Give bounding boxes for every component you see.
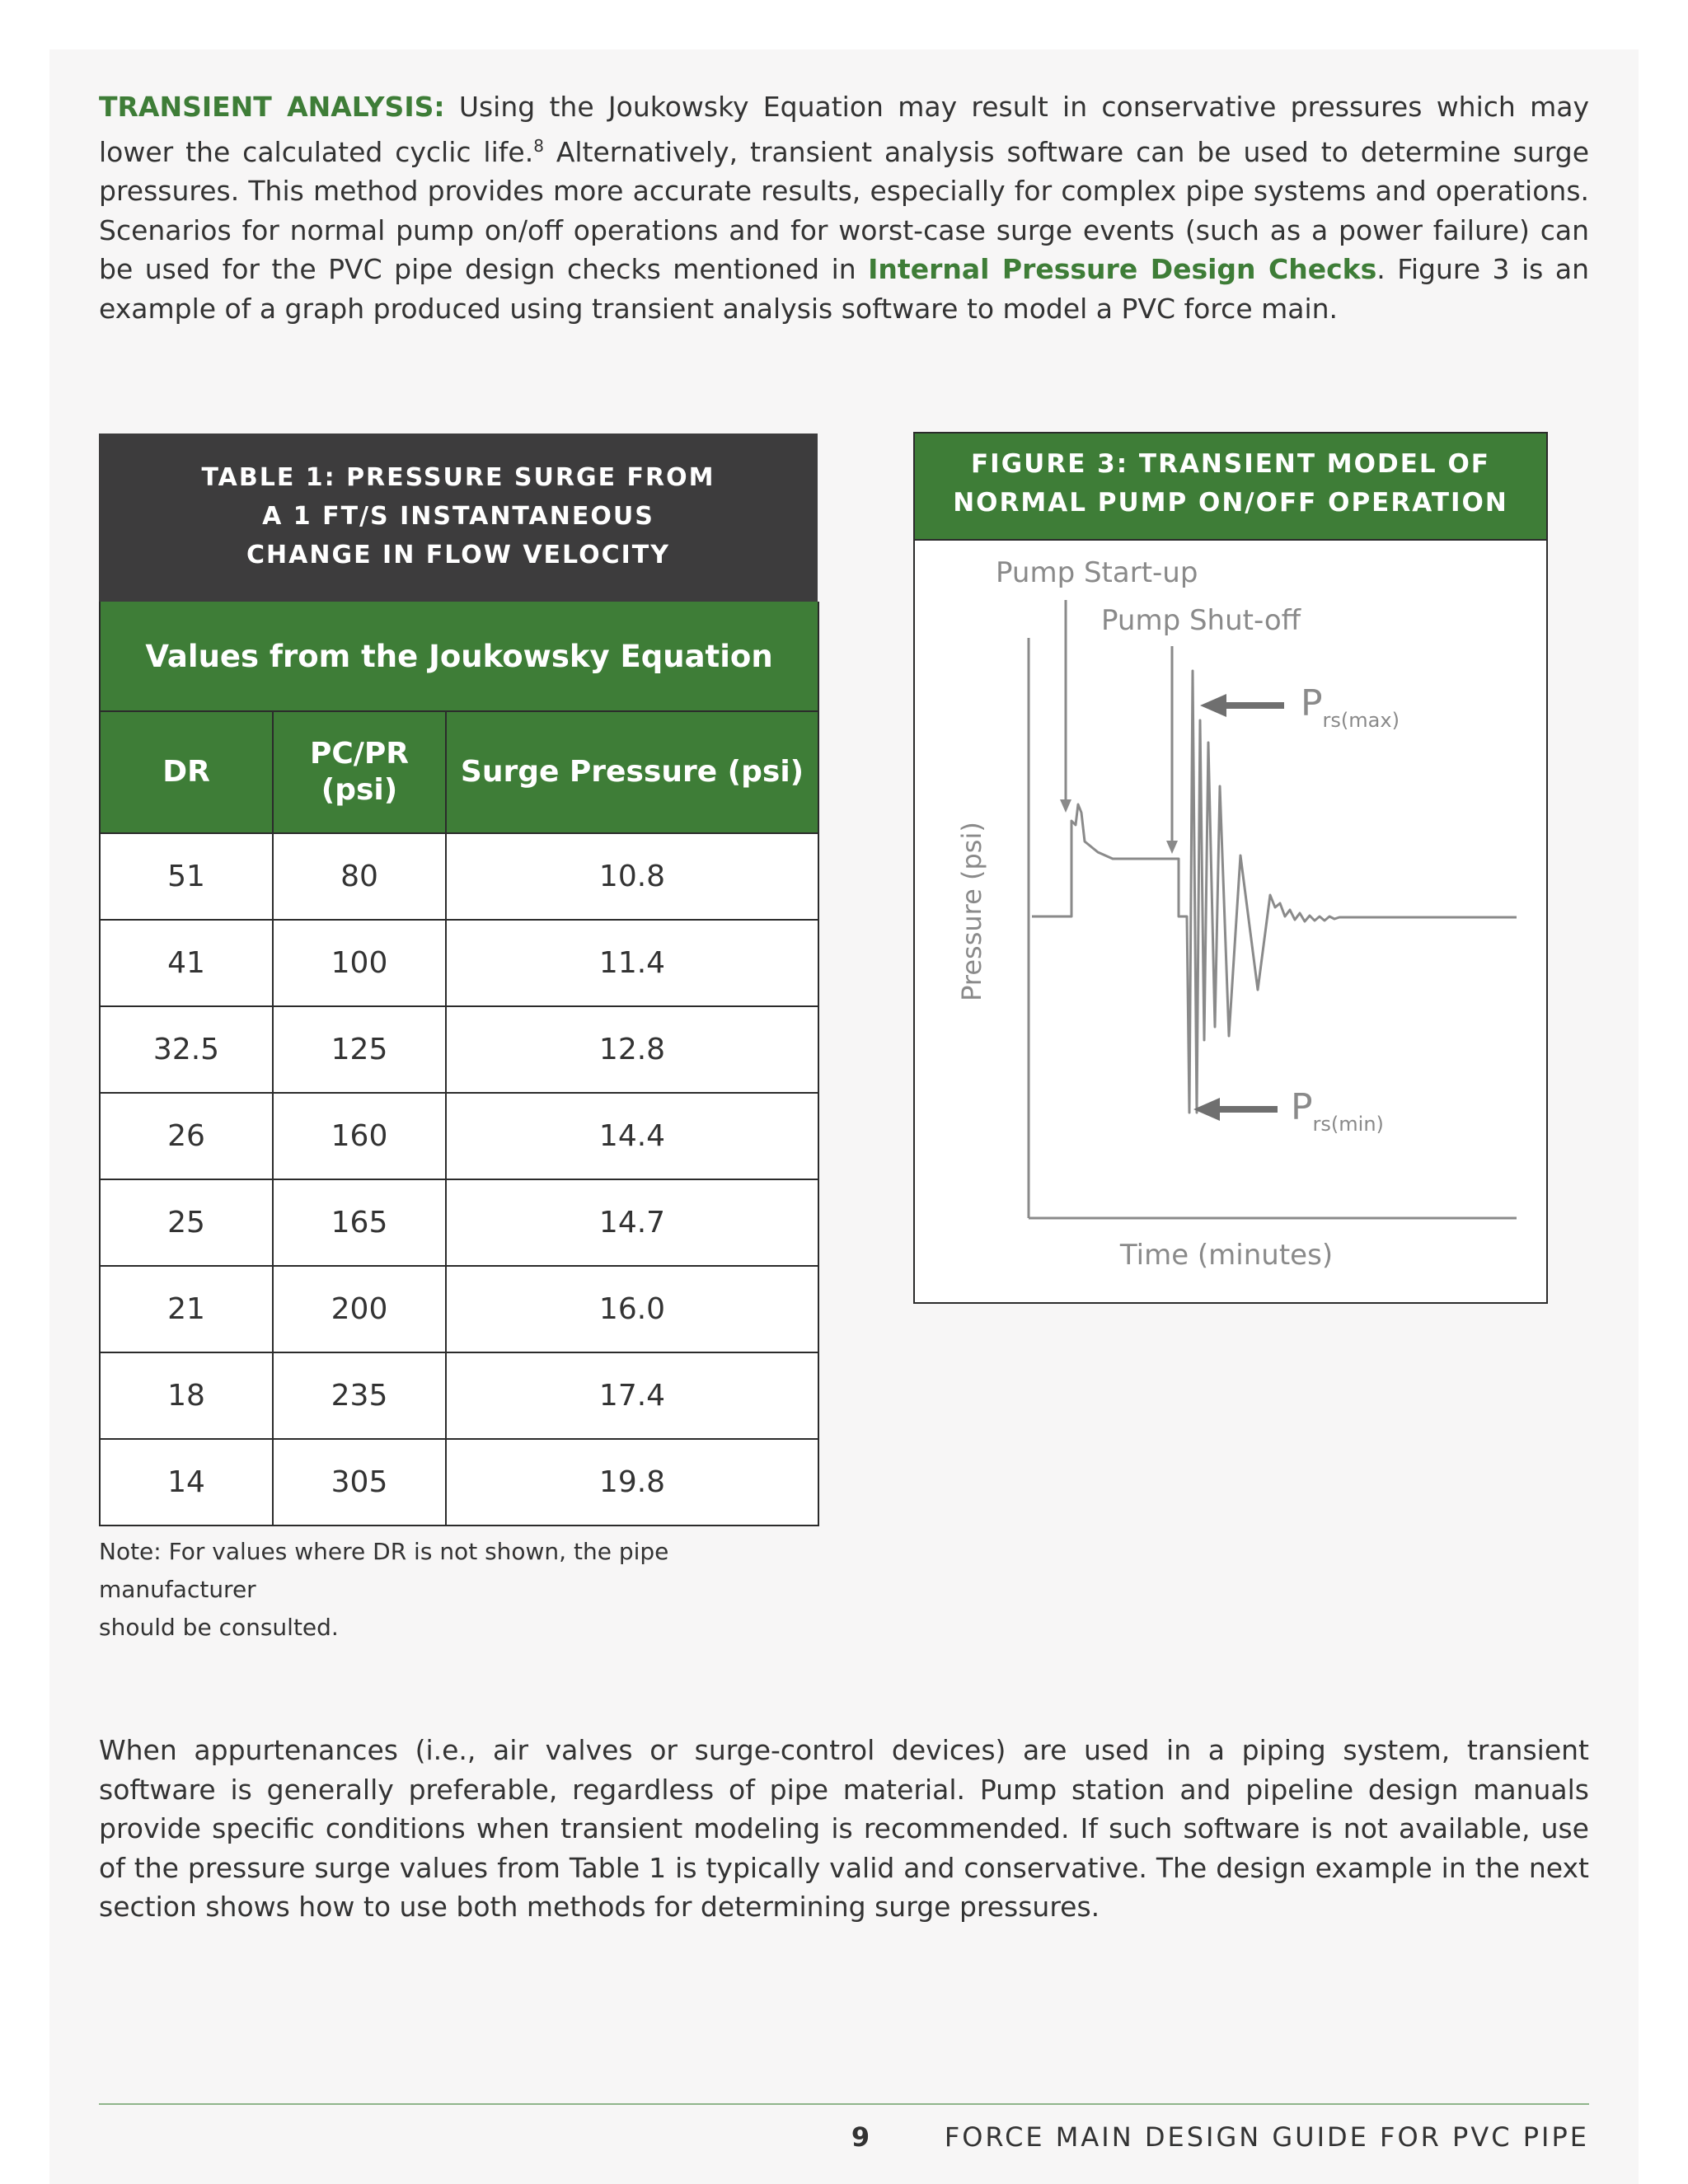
page-number: 9: [851, 2121, 870, 2153]
transient-graph: [915, 541, 1546, 1302]
label-pump-startup: Pump Start-up: [996, 556, 1198, 589]
note-line: should be consulted.: [99, 1614, 339, 1641]
cell-pc: 160: [273, 1093, 446, 1179]
table-row: [100, 1266, 818, 1352]
page: [49, 49, 1639, 2184]
table-body: [100, 833, 818, 1526]
cell-pc: 235: [273, 1352, 446, 1439]
table-row: [100, 1093, 818, 1179]
cell-pc: 200: [273, 1266, 446, 1352]
intro-text-2: Alternatively, transient analysis software can be used to determine surge pressures. This method provides more accurate results, especially for complex pipe systems and operations. Scenarios for normal pump on/off operations and for worst-case surge events (such as a power failure) can be used for the PVC pipe design checks mentioned in: [99, 135, 1589, 285]
header-dr: DR: [100, 711, 273, 833]
figure-title-line: FIGURE 3: TRANSIENT MODEL OF: [971, 449, 1490, 479]
cell-surge: 16.0: [446, 1266, 818, 1352]
table-row: [100, 920, 818, 1006]
outro-paragraph: When appurtenances (i.e., air valves or surge-control devices) are used in a piping system, transient software is generally preferable, regardless of pipe material. Pump station and pipeline design manuals provide specific conditions when transient modeling is recommended. If such software is not available, use of the pressure surge values from Table 1 is typically valid and conservative. The design example in the next section shows how to use both methods for determining surge pressures.: [99, 1734, 1589, 1923]
label-prs-min-p: P: [1291, 1086, 1313, 1128]
cell-pc: 100: [273, 920, 446, 1006]
figure-graph: [913, 539, 1548, 1304]
cell-surge: 12.8: [446, 1006, 818, 1093]
cell-dr: 51: [100, 833, 273, 920]
intro-paragraph: [99, 87, 1589, 328]
table-row: [100, 1006, 818, 1093]
table-subtitle: Values from the Joukowsky Equation: [100, 602, 818, 711]
cell-dr: 25: [100, 1179, 273, 1266]
cell-dr: 32.5: [100, 1006, 273, 1093]
label-pump-shutoff: Pump Shut-off: [1101, 604, 1301, 637]
cell-surge: 17.4: [446, 1352, 818, 1439]
table-row: [100, 833, 818, 920]
cell-dr: 18: [100, 1352, 273, 1439]
table-note: [99, 1533, 818, 1647]
section-lead: TRANSIENT ANALYSIS:: [99, 91, 445, 123]
label-prs-max-p: P: [1301, 682, 1323, 724]
cell-dr: 14: [100, 1439, 273, 1526]
figure-title: [913, 432, 1548, 539]
label-prs-max-sub: rs(max): [1322, 709, 1400, 732]
footer-title: FORCE MAIN DESIGN GUIDE FOR PVC PIPE: [944, 2121, 1589, 2153]
header-surge: Surge Pressure (psi): [446, 711, 818, 833]
cell-pc: 125: [273, 1006, 446, 1093]
cell-dr: 41: [100, 920, 273, 1006]
cell-dr: 21: [100, 1266, 273, 1352]
table-title-line: CHANGE IN FLOW VELOCITY: [246, 541, 670, 569]
cell-surge: 19.8: [446, 1439, 818, 1526]
footnote-ref: 8: [533, 135, 544, 156]
surge-table: [99, 434, 818, 1526]
header-pc-line1: PC/PR: [309, 737, 410, 771]
label-prs-min: [1291, 1086, 1384, 1136]
label-prs-min-sub: rs(min): [1312, 1113, 1384, 1136]
figure-3: [913, 432, 1548, 1304]
intro-text-3: . Figure 3 is an example of a graph produced using transient analysis software to model a PVC force main.: [99, 253, 1589, 325]
cell-surge: 10.8: [446, 833, 818, 920]
pmax-arrow-head: [1200, 694, 1226, 717]
table-row: [100, 1439, 818, 1526]
table-grid: [99, 602, 819, 1526]
cell-pc: 165: [273, 1179, 446, 1266]
note-line: Note: For values where DR is not shown, the pipe manufacturer: [99, 1538, 669, 1603]
table-row: [100, 1179, 818, 1266]
figure-title-line: NORMAL PUMP ON/OFF OPERATION: [953, 488, 1508, 518]
x-axis-label: Time (minutes): [1119, 1239, 1334, 1272]
intro-text-1: Using the Joukowsky Equation may result in conservative pressures which may lower the calculated cyclic life.: [99, 91, 1589, 168]
startup-arrow-head: [1060, 799, 1071, 813]
label-prs-max: [1301, 682, 1400, 732]
header-pc-pr: [273, 711, 446, 833]
y-axis-label: Pressure (psi): [956, 822, 987, 1001]
table-row: [100, 1352, 818, 1439]
cell-surge: 11.4: [446, 920, 818, 1006]
header-pc-line2: (psi): [321, 773, 398, 807]
table-title-line: A 1 FT/S INSTANTANEOUS: [262, 502, 654, 531]
cell-surge: 14.7: [446, 1179, 818, 1266]
cell-surge: 14.4: [446, 1093, 818, 1179]
table-title: [99, 434, 818, 602]
shutoff-arrow-head: [1166, 841, 1178, 854]
design-checks-link[interactable]: Internal Pressure Design Checks: [868, 253, 1377, 285]
pressure-trace: [1032, 671, 1517, 1113]
table-title-line: TABLE 1: PRESSURE SURGE FROM: [201, 463, 715, 492]
footer-rule: [99, 2103, 1589, 2105]
cell-pc: 80: [273, 833, 446, 920]
cell-dr: 26: [100, 1093, 273, 1179]
cell-pc: 305: [273, 1439, 446, 1526]
